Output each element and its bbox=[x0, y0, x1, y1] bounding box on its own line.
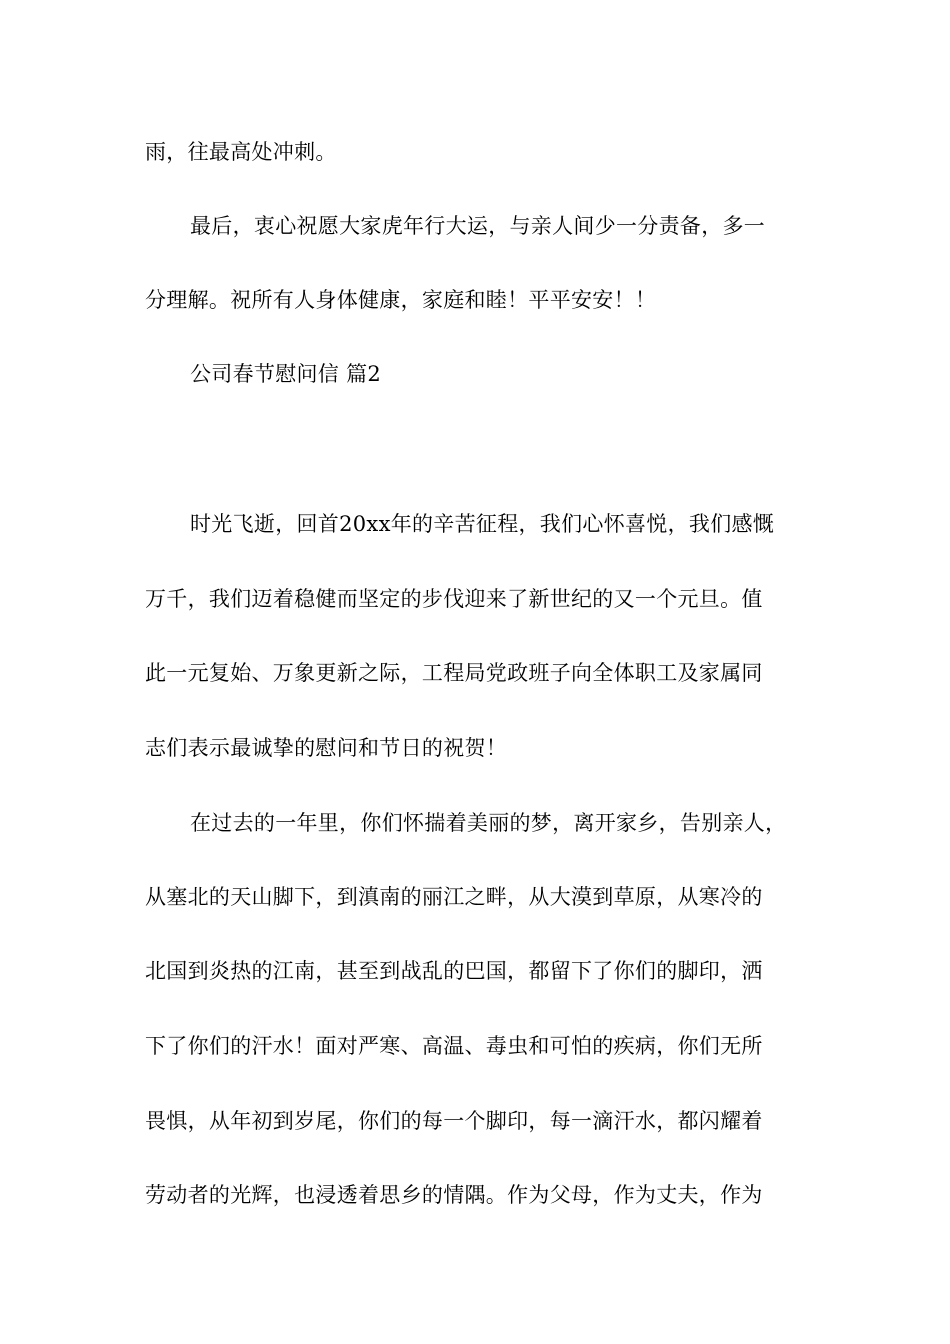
paragraph-line: 北国到炎热的江南，甚至到战乱的巴国，都留下了你们的脚印，洒 bbox=[145, 959, 763, 983]
paragraph-line: 分理解。祝所有人身体健康，家庭和睦！平平安安！！ bbox=[145, 288, 657, 312]
paragraph-line: 此一元复始、万象更新之际，工程局党政班子向全体职工及家属同 bbox=[145, 661, 763, 685]
paragraph-line: 雨，往最高处冲刺。 bbox=[145, 140, 337, 164]
paragraph-line: 最后，衷心祝愿大家虎年行大运，与亲人间少一分责备，多一 bbox=[190, 214, 766, 238]
section-heading: 公司春节慰问信 篇2 bbox=[190, 362, 382, 386]
paragraph-line: 下了你们的汗水！面对严寒、高温、毒虫和可怕的疾病，你们无所 bbox=[145, 1034, 763, 1058]
paragraph-line: 万千，我们迈着稳健而坚定的步伐迎来了新世纪的又一个元旦。值 bbox=[145, 587, 763, 611]
paragraph-line: 畏惧，从年初到岁尾，你们的每一个脚印，每一滴汗水，都闪耀着 bbox=[145, 1109, 763, 1133]
paragraph-line: 志们表示最诚挚的慰问和节日的祝贺！ bbox=[145, 736, 508, 760]
paragraph-line: 劳动者的光辉，也浸透着思乡的情隅。作为父母，作为丈夫，作为 bbox=[145, 1183, 763, 1207]
paragraph-line: 在过去的一年里，你们怀揣着美丽的梦，离开家乡，告别亲人， bbox=[190, 811, 787, 835]
paragraph-line: 从塞北的天山脚下，到滇南的丽江之畔，从大漠到草原，从寒冷的 bbox=[145, 885, 763, 909]
paragraph-line: 时光飞逝，回首20xx年的辛苦征程，我们心怀喜悦，我们感慨 bbox=[190, 512, 775, 536]
